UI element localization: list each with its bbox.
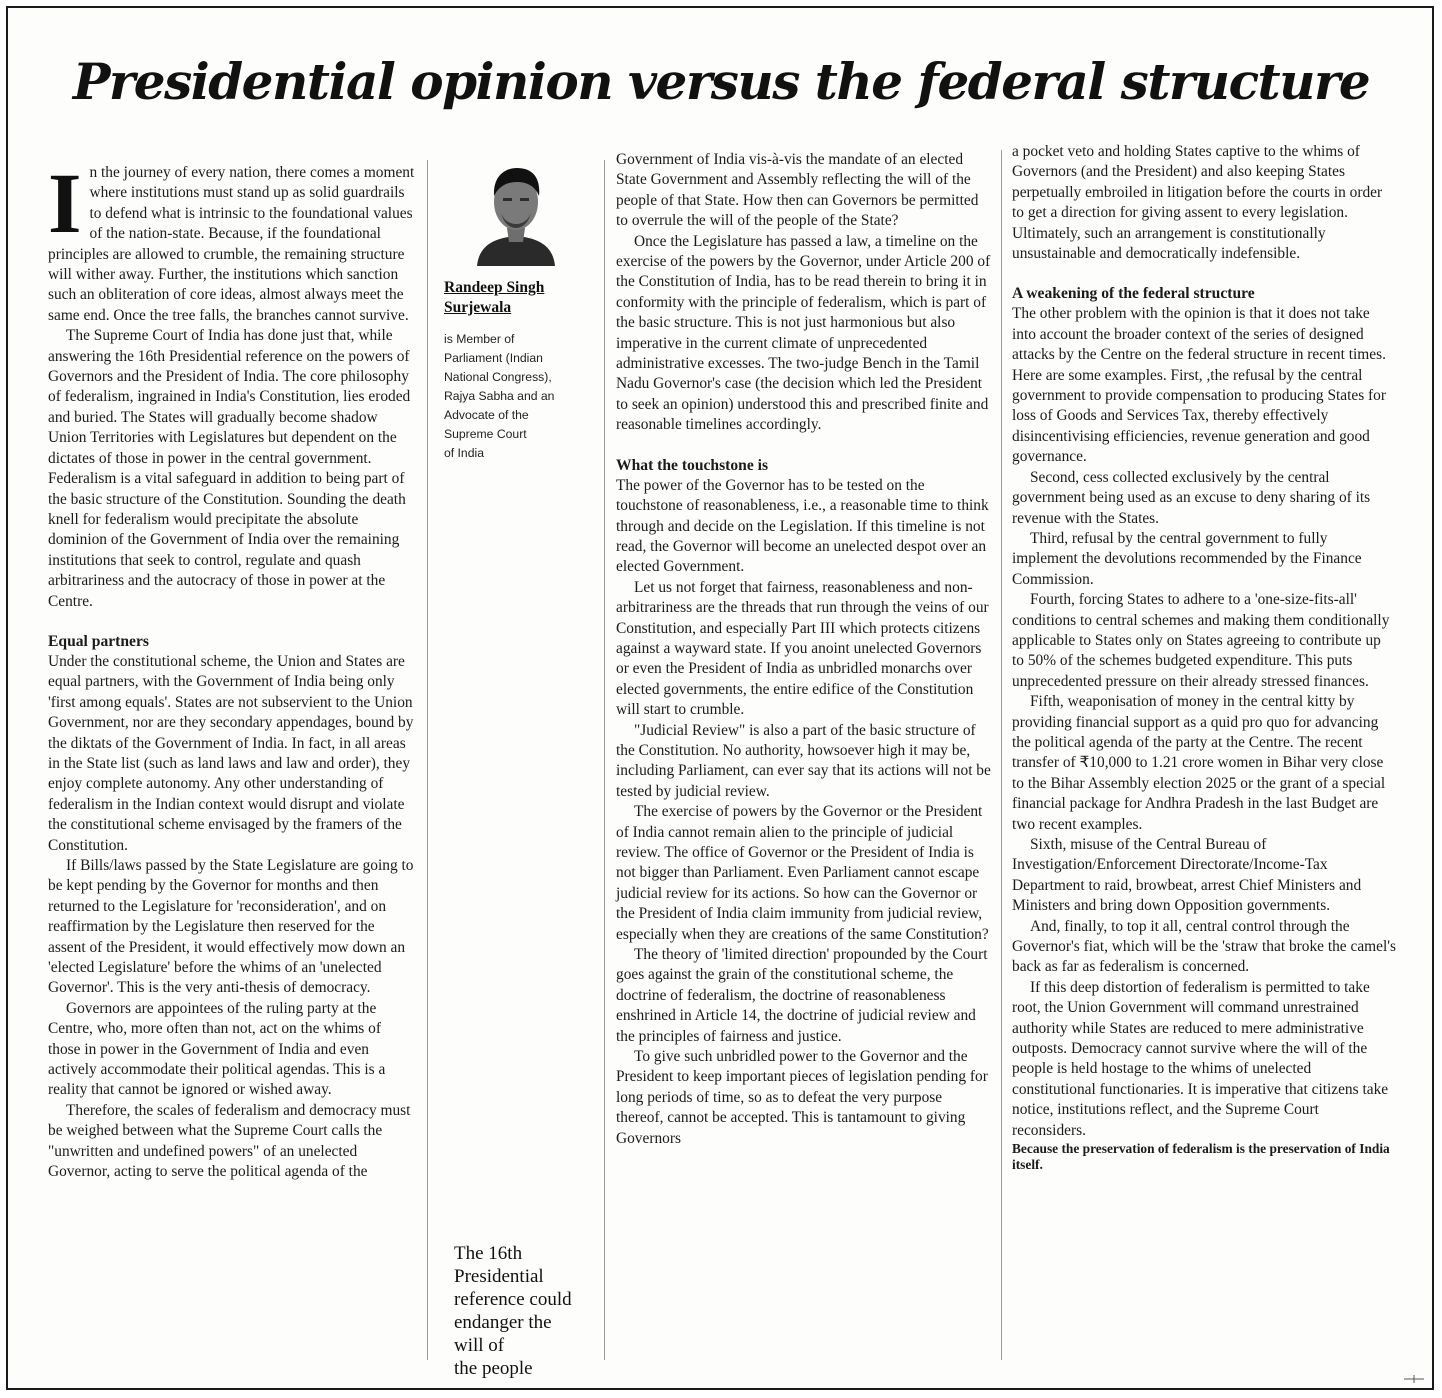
paragraph: And, finally, to top it all, central control through the Governor's fiat, which will be the 'straw that broke the camel's back as far as federalism is concerned. [1012, 917, 1396, 976]
author-photo [473, 162, 559, 266]
column-3 [616, 150, 992, 1149]
paragraph: If this deep distortion of federalism is permitted to take root, the Union Government will command unrestrained authority while States are reduced to mere administrative outposts. Democracy cannot survive where the will of the people is held hostage to the whims of unelected constitutional functionaries. It is imperative that citizens take notice, institutions reflect, and the Supreme Court reconsiders. [1012, 978, 1389, 1139]
author-name: Randeep Singh Surjewala [444, 279, 545, 316]
column-1 [48, 155, 416, 1183]
paragraph: Government of India vis-à-vis the mandate of an elected State Government and Assembly reflecting the will of the people of that State. How then can Governors be permitted to overrule the will of the people of the State? [616, 151, 979, 230]
column-rule [1001, 150, 1002, 1360]
subheading-touchstone: What the touchstone is [616, 456, 769, 474]
paragraph: To give such unbridled power to the Governor and the President to keep important pieces of legislation pending for long periods of time, so as to defeat the very purpose thereof, cannot be accepted. This is tantamount to giving Governors [616, 1048, 988, 1147]
continuation-mark-icon [1404, 1374, 1424, 1384]
headline: Presidential opinion versus the federal structure [72, 52, 1370, 111]
closing-line: Because the preservation of federalism is the preservation of India itself. [1012, 1141, 1390, 1173]
subheading-equal-partners: Equal partners [48, 632, 149, 650]
author-bio: is Member of Parliament (Indian National Congress), Rajya Sabha and an Advocate of the Supreme Court of India [444, 332, 555, 460]
paragraph: Therefore, the scales of federalism and democracy must be weighed between what the Supreme Court calls the "unwritten and undefined powers" of an unelected Governor, acting to serve the political agenda of the [48, 1101, 411, 1181]
paragraph: The other problem with the opinion is that it does not take into account the broader context of the series of designed attacks by the Centre on the federal structure in recent times. Here are some examples. First, ,the refusal by the central government to provide compensation to producing States for loss of Goods and Services Tax, thereby effectively disincentivising efficiencies, revenue generation and good governance. [1012, 305, 1386, 466]
drop-cap: I [48, 155, 82, 251]
column-rule [427, 160, 428, 1360]
paragraph: Third, refusal by the central government to fully implement the devolutions recommended by the Finance Commission. [1012, 529, 1362, 588]
lead-paragraph [48, 155, 416, 326]
paragraph: Second, cess collected exclusively by the central government being used as an excuse to deny sharing of its revenue with the States. [1012, 468, 1371, 527]
paragraph: The theory of 'limited direction' propounded by the Court goes against the grain of the constitutional scheme, the doctrine of federalism, the doctrine of reasonableness enshrined in Article 14, the doctrine of judicial review and the principles of fairness and justice. [616, 946, 988, 1045]
subheading-weakening: A weakening of the federal structure [1012, 285, 1255, 303]
paragraph: Fourth, forcing States to adhere to a 'one-size-fits-all' conditions to central schemes and making them conditionally applicable to States only on States agreeing to contribute up to 50% of the schemes budgeted expenditure. This puts unprecedented pressure on their already stressed finances. [1012, 591, 1390, 690]
paragraph: The exercise of powers by the Governor or the President of India cannot remain alien to the principle of judicial review. The office of Governor or the President of India is not bigger than Parliament. Even Parliament cannot escape judicial review for its actions. So how can the Governor or the President of India claim immunity from judicial review, especially when they are creations of the same Constitution? [616, 803, 989, 943]
paragraph: a pocket veto and holding States captive to the whims of Governors (and the President) and also keeping States perpetually embroiled in litigation before the courts in order to get a direction for giving assent to every legislation. Ultimately, such an arrangement is constitutionally unsustainable and democratically indefensible. [1012, 143, 1383, 263]
paragraph: Under the constitutional scheme, the Union and States are equal partners, with the Government of India being only 'first among equals'. States are not subservient to the Union Government, nor are they secondary appendages, bound by the diktats of the Government of India. In fact, in all areas in the State list (such as land laws and law and order), they enjoy complete autonomy. Any other understanding of federalism in the Indian context would disrupt and violate the constitutional scheme envisaged by the framers of the Constitution. [48, 652, 414, 854]
paragraph: If Bills/laws passed by the State Legislature are going to be kept pending by the Governor for months and then returned to the Legislature for 'reconsideration', and on reaffirmation by the Legislature then reserved for the assent of the President, it would effectively mow down an 'elected Legislature' before the whims of an 'unelected Governor'. This is the very anti-thesis of democracy. [48, 857, 414, 997]
paragraph: Fifth, weaponisation of money in the central kitty by providing financial support as a quid pro quo for advancing the political agenda of the party at the Centre. The recent transfer of ₹10,000 to 1.21 crore women in Bihar very close to the Bihar Assembly election 2025 or the grant of a special financial package for Andhra Pradesh in the last Budget are two recent examples. [1012, 693, 1386, 833]
paragraph: Let us not forget that fairness, reasonableness and non-arbitrariness are the threads that run through the veins of our Constitution, and especially Part III which protects citizens against a wayward state. If you anoint unelected Governors or even the President of India as unbridled monarchs over elected governments, the entire edifice of the Constitution will start to crumble. [616, 578, 989, 719]
column-rule [604, 160, 605, 1360]
paragraph: Sixth, misuse of the Central Bureau of Investigation/Enforcement Directorate/Income-Tax Department to raid, browbeat, arrest Chief Ministers and Ministers and bring down Opposition governments. [1012, 836, 1362, 915]
paragraph: "Judicial Review" is also a part of the basic structure of the Constitution. No authority, howsoever high it may be, including Parliament, can ever say that its actions will not be tested by judicial review. [616, 721, 991, 800]
paragraph: Once the Legislature has passed a law, a timeline on the exercise of the powers by the Governor, under Article 200 of the Constitution of India, has to be read therein to bring it in conformity with the principle of federalism, which is part of the basic structure. This is not just harmonious but also imperative in the current climate of unprecedented administrative excesses. The two-judge Bench in the Tamil Nadu Governor's case (the decision which led the President to seek an opinion) understood this and prescribed finite and reasonable timelines accordingly. [616, 232, 991, 434]
paragraph: The power of the Governor has to be tested on the touchstone of reasonableness, i.e., a reasonable time to think through and decide on the Legislation. If this timeline is not read, the Governor will become an unelected despot over an elected Government. [616, 476, 989, 576]
pull-quote: The 16th Presidential reference could endanger the will of the people [454, 1243, 572, 1379]
paragraph: Governors are appointees of the ruling party at the Centre, who, more often than not, act on the whims of those in power in the Government of India and even actively accommodate their political agendas. This is a reality that cannot be ignored or wished away. [48, 999, 386, 1099]
lead-text: n the journey of every nation, there comes a moment where institutions must stand up as solid guardrails to defend what is intrinsic to the foundational values of the nation-state. Because, if the foundational principles are allowed to crumble, the remaining structure will wither away. Further, the institutions which sanction such an obliteration of core ideas, almost always meet the same end. Once the tree falls, the branches cannot survive. [48, 164, 415, 324]
paragraph: The Supreme Court of India has done just that, while answering the 16th Presidential reference on the powers of Governors and the President of India. The core philosophy of federalism, ingrained in India's Constitution, lies eroded and buried. The States will gradually become shadow Union Territories with Legislatures but dependent on the dictates of those in power in the central government. Federalism is a vital safeguard in addition to being part of the basic structure of the Constitution. Sounding the death knell for federalism would precipitate the absolute dominion of the Government of India over the remaining institutions that seek to control, regulate and quash arbitrariness and the autocracy of those in power at the Centre. [48, 327, 411, 610]
column-4 [1012, 142, 1396, 1173]
